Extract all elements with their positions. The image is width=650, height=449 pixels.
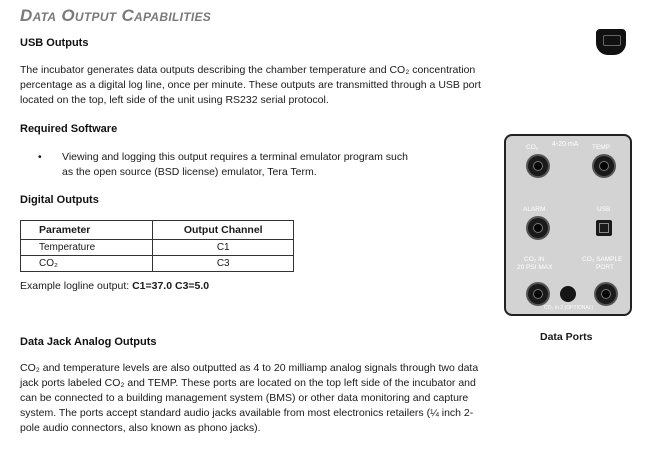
data-ports-caption: Data Ports [540,331,593,343]
cell-parameter: Temperature [21,240,153,256]
co2-in-label-1: CO₂ IN [524,256,545,263]
cell-channel: C3 [153,256,294,272]
title-word-capabilities: Capabilities [121,6,212,25]
alarm-jack [528,218,548,238]
data-ports-panel [504,134,632,316]
analog-line-3: can be connected to a building management system (BMS) or other data monitoring and capture [20,392,469,404]
table-row [21,240,294,256]
cell-channel: C1 [153,240,294,256]
column-header-output-channel: Output Channel [153,221,294,240]
usb-line-1: The incubator generates data outputs describing the chamber temperature and CO₂ concentration [20,64,476,76]
cell-parameter: CO₂ [21,256,153,272]
temp-jack-label: TEMP [592,144,611,151]
example-logline [20,279,209,294]
usb-line-2: percentage as a digital log line, once per minute. These outputs are transmitted through a USB port [20,79,481,91]
co2-jack-label: CO₂ [526,144,539,151]
title-word-data: Data [20,6,57,25]
example-value: C1=37.0 C3=5.0 [132,280,210,292]
co2-in-2-optional-port [560,286,576,302]
required-software-heading: Required Software [20,123,118,135]
digital-outputs-table [20,220,294,272]
software-line-1: Viewing and logging this output requires a terminal emulator program such [62,151,408,163]
column-header-parameter: Parameter [21,221,153,240]
bullet-icon: • [38,151,42,163]
co2-in-port [528,284,548,304]
temp-jack [594,156,614,176]
analog-outputs-heading: Data Jack Analog Outputs [20,336,157,348]
software-line-2: as the open source (BSD license) emulator, Tera Term. [62,166,317,178]
analog-line-4: system. The ports accept standard audio jacks available from most electronics retailers (¼ inch 2- [20,407,474,419]
co2-sample-label-2: PORT [596,264,614,271]
page-title [20,6,211,26]
table-row [21,256,294,272]
analog-line-1: CO₂ and temperature levels are also outputted as 4 to 20 milliamp analog signals through two data [20,362,479,374]
usb-outputs-paragraph [20,63,560,108]
co2-in-label-2: 20 PSI MAX [517,264,553,271]
co2-sample-label-1: CO₂ SAMPLE [582,256,623,263]
analog-line-5: pole audio connectors, also known as phono jacks). [20,422,261,434]
table-header-row [21,221,294,240]
title-word-output: Output [61,6,117,25]
example-prefix: Example logline output: [20,280,133,292]
co2-sample-port [596,284,616,304]
usb-line-3: located on the top, left side of the unit using RS232 serial protocol. [20,94,329,106]
analog-outputs-paragraph [20,361,560,436]
panel-usb-port [596,220,612,236]
co2-in-2-optional-label: CO₂ In 2 (OPTIONAL) [544,305,594,311]
co2-jack [528,156,548,176]
usb-outputs-heading: USB Outputs [20,37,89,49]
usb-port-label: USB [597,206,611,213]
usb-port-icon [596,29,626,55]
digital-outputs-heading: Digital Outputs [20,194,99,206]
range-label: 4-20 mA [552,141,579,148]
analog-line-2: jack ports labeled CO₂ and TEMP. These ports are located on the top left side of the incubator and [20,377,476,389]
alarm-jack-label: ALARM [523,206,546,213]
